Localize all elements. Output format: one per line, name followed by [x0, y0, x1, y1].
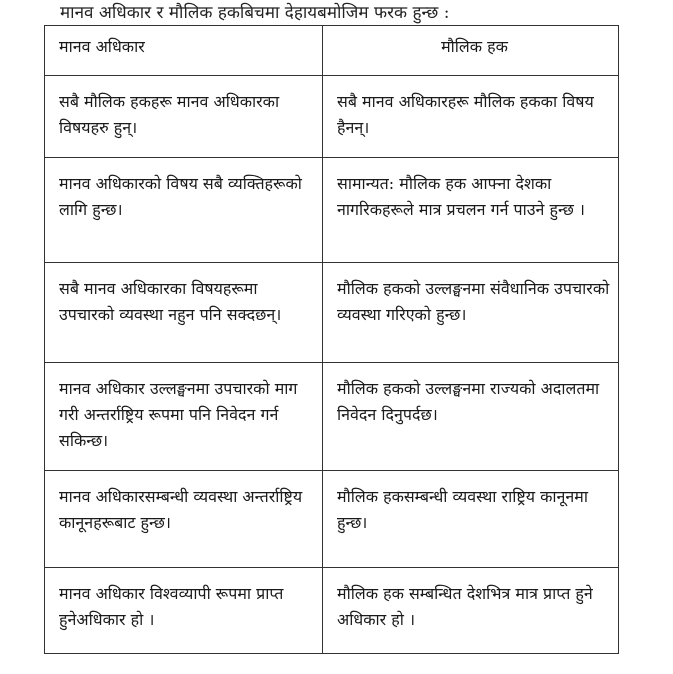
- human-rights-cell: मानव अधिकार उल्लङ्घनमा उपचारको माग गरी अन्तर्राष्ट्रिय रूपमा पनि निवेदन गर्न सकिन्छ।: [45, 363, 323, 471]
- fundamental-rights-cell: सबै मानव अधिकारहरू मौलिक हकका विषय हैनन्।: [323, 76, 619, 158]
- column-header-human-rights: मानव अधिकार: [45, 26, 323, 76]
- fundamental-rights-cell: मौलिक हकसम्बन्धी व्यवस्था राष्ट्रिय कानूनमा हुन्छ।: [323, 471, 619, 568]
- column-header-fundamental-rights: मौलिक हक: [323, 26, 619, 76]
- human-rights-cell: मानव अधिकारको विषय सबै व्यक्तिहरूको लागि हुन्छ।: [45, 158, 323, 263]
- human-rights-cell: सबै मौलिक हकहरू मानव अधिकारका विषयहरु हुन्।: [45, 76, 323, 158]
- table-row: [45, 158, 619, 263]
- table-row: [45, 263, 619, 363]
- table-row: [45, 363, 619, 471]
- human-rights-cell: मानव अधिकारसम्बन्धी व्यवस्था अन्तर्राष्ट्रिय कानूनहरूबाट हुन्छ।: [45, 471, 323, 568]
- table-header-row: [45, 26, 619, 76]
- fundamental-rights-cell: सामान्यत: मौलिक हक आफ्ना देशका नागरिकहरूले मात्र प्रचलन गर्न पाउने हुन्छ ।: [323, 158, 619, 263]
- comparison-table: [44, 25, 619, 654]
- human-rights-cell: सबै मानव अधिकारका विषयहरूमा उपचारको व्यवस्था नहुन पनि सक्दछन्।: [45, 263, 323, 363]
- fundamental-rights-cell: मौलिक हकको उल्लङ्घनमा संवैधानिक उपचारको व्यवस्था गरिएको हुन्छ।: [323, 263, 619, 363]
- table-row: [45, 471, 619, 568]
- fundamental-rights-cell: मौलिक हकको उल्लङ्घनमा राज्यको अदालतमा निवेदन दिनुपर्दछ।: [323, 363, 619, 471]
- fundamental-rights-cell: मौलिक हक सम्बन्धित देशभित्र मात्र प्राप्त हुने अधिकार हो ।: [323, 568, 619, 654]
- human-rights-cell: मानव अधिकार विश्वव्यापी रूपमा प्राप्त हुनेअधिकार हो ।: [45, 568, 323, 654]
- table-row: [45, 568, 619, 654]
- page-heading: मानव अधिकार र मौलिक हकबिचमा देहायबमोजिम फरक हुन्छ :: [60, 3, 450, 23]
- table-row: [45, 76, 619, 158]
